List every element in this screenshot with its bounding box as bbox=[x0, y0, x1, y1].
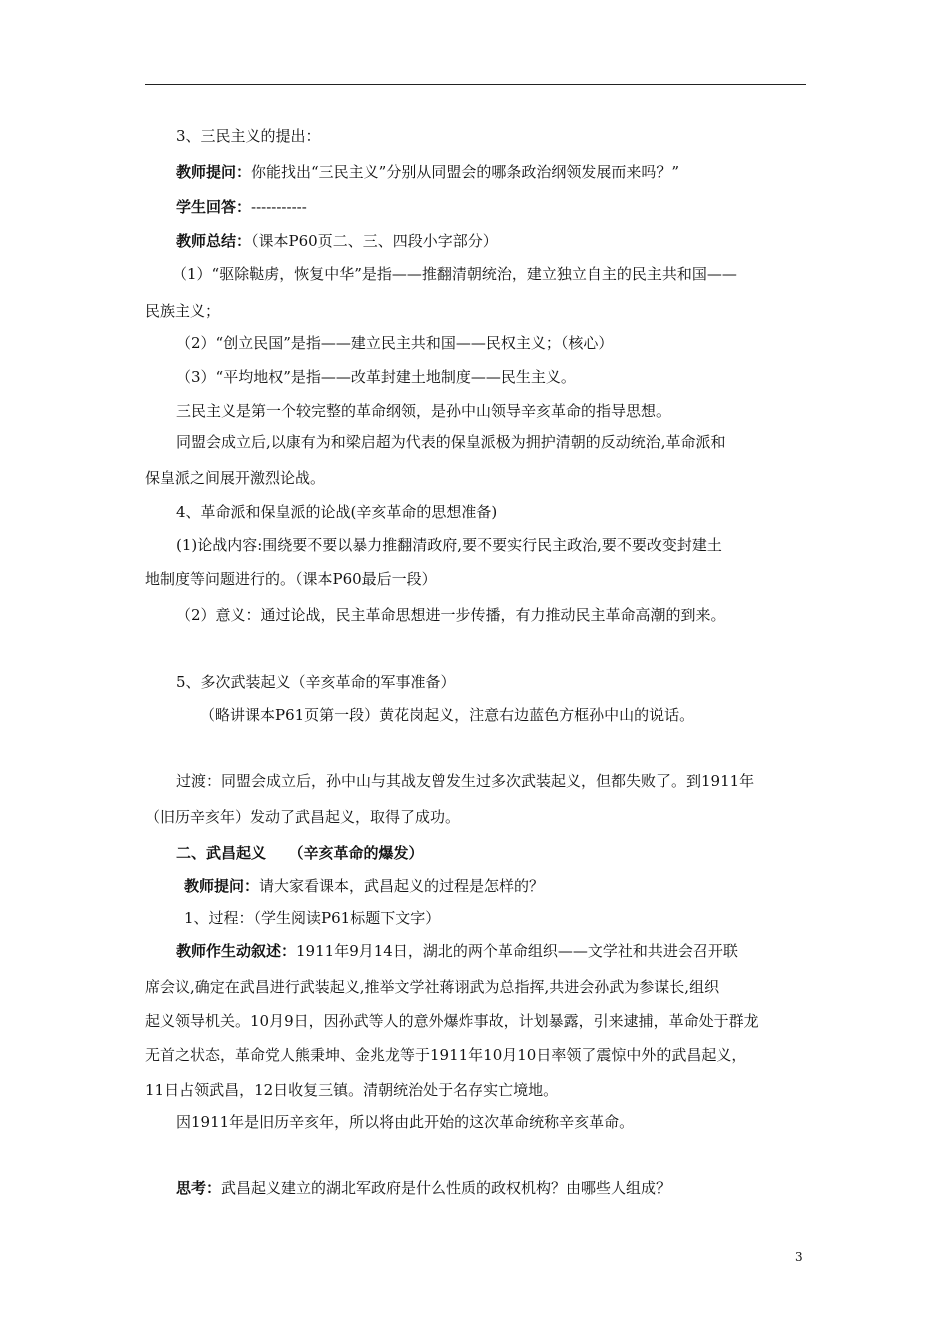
line: 思考：武昌起义建立的湖北军政府是什么性质的政权机构？由哪些人组成？ bbox=[176, 1179, 672, 1197]
line: 地制度等问题进行的。（课本P60最后一段） bbox=[145, 570, 437, 588]
line: 学生回答：----------- bbox=[176, 198, 307, 216]
line: 因1911年是旧历辛亥年，所以将由此开始的这次革命统称辛亥革命。 bbox=[176, 1113, 635, 1131]
line: （2）“创立民国”是指——建立民主共和国——民权主义；（核心） bbox=[176, 334, 614, 352]
line: 过渡：同盟会成立后，孙中山与其战友曾发生过多次武装起义，但都失败了。到1911年 bbox=[176, 772, 755, 790]
line: 民族主义； bbox=[145, 302, 221, 320]
line: 二、武昌起义 （辛亥革命的爆发） bbox=[176, 844, 424, 862]
line: 3、三民主义的提出： bbox=[176, 127, 321, 145]
line: （2）意义：通过论战，民主革命思想进一步传播，有力推动民主革命高潮的到来。 bbox=[176, 606, 726, 624]
line: 保皇派之间展开激烈论战。 bbox=[145, 469, 326, 487]
header-rule bbox=[145, 84, 806, 85]
line: 5、多次武装起义（辛亥革命的军事准备） bbox=[176, 673, 456, 691]
line: 教师总结：（课本P60页二、三、四段小字部分） bbox=[176, 232, 498, 250]
line: 教师提问：你能找出“三民主义”分别从同盟会的哪条政治纲领发展而来吗？” bbox=[176, 163, 680, 181]
page-number: 3 bbox=[795, 1250, 803, 1264]
line: 无首之状态，革命党人熊秉坤、金兆龙等于1911年10月10日率领了震惊中外的武昌起义， bbox=[145, 1046, 747, 1064]
line: （3）“平均地权”是指——改革封建土地制度——民生主义。 bbox=[176, 368, 576, 386]
line: 三民主义是第一个较完整的革命纲领，是孙中山领导辛亥革命的指导思想。 bbox=[176, 402, 672, 420]
line: 同盟会成立后,以康有为和梁启超为代表的保皇派极为拥护清朝的反动统治,革命派和 bbox=[176, 433, 726, 451]
line: (1)论战内容:围绕要不要以暴力推翻清政府,要不要实行民主政治,要不要改变封建土 bbox=[176, 536, 722, 554]
line: 教师作生动叙述：1911年9月14日，湖北的两个革命组织——文学社和共进会召开联 bbox=[176, 942, 738, 960]
line: 11日占领武昌，12日收复三镇。清朝统治处于名存实亡境地。 bbox=[145, 1081, 559, 1099]
line: 席会议,确定在武昌进行武装起义,推举文学社蒋诩武为总指挥,共进会孙武为参谋长,组织 bbox=[145, 978, 720, 996]
line: 教师提问：请大家看课本，武昌起义的过程是怎样的？ bbox=[184, 877, 545, 895]
line: （旧历辛亥年）发动了武昌起义，取得了成功。 bbox=[145, 808, 461, 826]
line: 4、革命派和保皇派的论战(辛亥革命的思想准备) bbox=[176, 503, 498, 521]
line: （略讲课本P61页第一段）黄花岗起义，注意右边蓝色方框孙中山的说话。 bbox=[200, 706, 695, 724]
line: （1）“驱除鞑虏，恢复中华”是指——推翻清朝统治，建立独立自主的民主共和国—— bbox=[172, 265, 737, 283]
line: 1、过程：（学生阅读P61标题下文字） bbox=[184, 909, 441, 927]
line: 起义领导机关。10月9日，因孙武等人的意外爆炸事故，计划暴露，引来逮捕，革命处于群龙 bbox=[145, 1012, 759, 1030]
